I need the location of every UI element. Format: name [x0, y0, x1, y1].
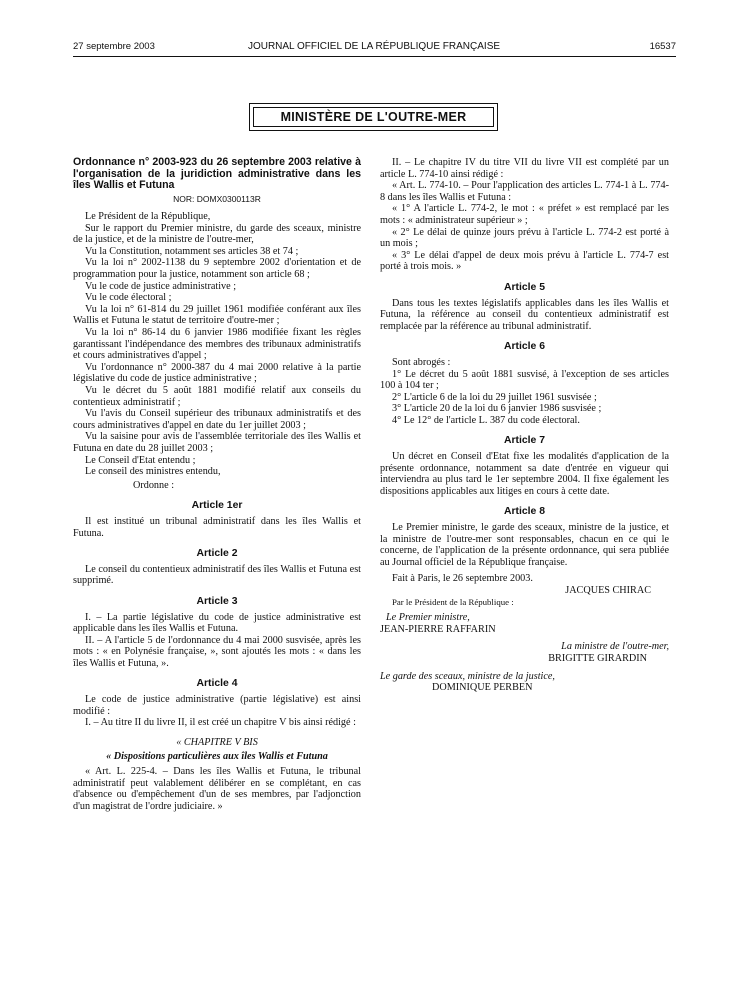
ministry-heading: MINISTÈRE DE L'OUTRE-MER	[253, 107, 494, 127]
list-item: 1° Le décret du 5 août 1881 susvisé, à l'exception de ses articles 100 à 104 ter ;	[380, 368, 669, 392]
journal-title: JOURNAL OFFICIEL DE LA RÉPUBLIQUE FRANÇAISE	[247, 41, 501, 52]
president-signature: JACQUES CHIRAC	[565, 585, 651, 596]
article-7-text: Un décret en Conseil d'Etat fixe les modalités d'application de la présente ordonnance, notamment sa date d'entrée en vigueur qui interviendra au plus tard le 1er septembre 2004. Il fixe également les dispositions applicables aux litiges en cours à cette date.	[380, 451, 669, 497]
article-l774-10: « Art. L. 774-10. – Pour l'application des articles L. 774-1 à L. 774-8 dans les îles Wallis et Futuna :	[380, 180, 669, 203]
outremer-title: La ministre de l'outre-mer,	[561, 641, 669, 653]
preamble-line: Vu le code électoral ;	[85, 292, 172, 304]
preamble-line: Vu la Constitution, notamment ses articles 38 et 74 ;	[85, 245, 299, 257]
article-1-heading: Article 1er	[191, 500, 243, 512]
preamble-line: Vu l'avis du Conseil supérieur des tribunaux administratifs et des cours administratives d'appel en date du 1er juillet 2003 ;	[73, 408, 361, 431]
article-2-text: Le conseil du contentieux administratif des îles Wallis et Futuna est supprimé.	[73, 563, 361, 587]
preamble-line: Vu l'ordonnance n° 2000-387 du 4 mai 2000 relative à la partie législative du code de justice administrative ;	[73, 361, 361, 385]
ordonne: Ordonne :	[133, 479, 175, 491]
header-rule	[73, 56, 676, 57]
preamble-line: Le conseil des ministres entendu,	[85, 466, 221, 478]
preamble-line: Vu la loi n° 61-814 du 29 juillet 1961 modifiée conférant aux îles Wallis et Futuna le statut de territoire d'outre-mer ;	[73, 303, 361, 327]
list-item: « 2° Le délai de quinze jours prévu à l'article L. 774-2 est porté à un mois ;	[380, 226, 669, 250]
preamble-line: Vu le code de justice administrative ;	[85, 280, 237, 292]
outremer-name: BRIGITTE GIRARDIN	[548, 652, 647, 664]
nor-reference: NOR: DOMX0300113R	[173, 193, 261, 204]
par-le-president: Par le Président de la République :	[392, 596, 514, 607]
article-6-intro: Sont abrogés :	[392, 356, 451, 368]
article-4-paragraph: I. – Au titre II du livre II, il est créé un chapitre V bis ainsi rédigé :	[85, 717, 356, 729]
preamble-line: Le Président de la République,	[85, 211, 211, 223]
right-column	[380, 157, 669, 694]
article-1-text: Il est institué un tribunal administratif dans les îles Wallis et Futuna.	[73, 515, 361, 539]
preamble-line: Vu la loi n° 2002-1138 du 9 septembre 2002 d'orientation et de programmation pour la justice, notamment son article 68 ;	[73, 257, 361, 281]
list-item: 2° L'article 6 de la loi du 29 juillet 1961 susvisée ;	[392, 391, 597, 403]
pm-title: Le Premier ministre,	[386, 612, 470, 624]
chapter-heading: « CHAPITRE V BIS	[176, 736, 258, 748]
article-5-heading: Article 5	[503, 281, 545, 293]
article-8-heading: Article 8	[503, 506, 545, 518]
preamble-line: Sur le rapport du Premier ministre, du garde des sceaux, ministre de la justice, et de la ministre de l'outre-mer,	[73, 222, 361, 246]
list-item: « 3° Le délai d'appel de deux mois prévu à l'article L. 774-7 est porté à trois mois. »	[380, 249, 669, 273]
fait-a-paris: Fait à Paris, le 26 septembre 2003.	[392, 573, 533, 585]
justice-title: Le garde des sceaux, ministre de la justice,	[380, 670, 555, 682]
article-3-heading: Article 3	[196, 595, 238, 607]
list-item: 4° Le 12° de l'article L. 387 du code électoral.	[392, 414, 580, 426]
article-4-paragraph: Le code de justice administrative (partie législative) est ainsi modifié :	[73, 694, 361, 717]
ministry-box	[249, 103, 498, 131]
article-3-paragraph: II. – A l'article 5 de l'ordonnance du 4 mai 2000 susvisée, après les mots : « en Polynésie française, », sont ajoutés les mots : « dans les îles Wallis et Futuna, ».	[73, 634, 361, 669]
article-2-heading: Article 2	[196, 548, 238, 560]
preamble-line: Le Conseil d'Etat entendu ;	[85, 454, 196, 466]
page-number: 16537	[649, 41, 676, 52]
preamble-line: Vu le décret du 5 août 1881 modifié relatif aux conseils du contentieux administratif ;	[73, 385, 361, 408]
article-4-heading: Article 4	[196, 678, 238, 690]
article-8-text: Le Premier ministre, le garde des sceaux, ministre de la justice, et la ministre de l'outre-mer sont responsables, chacun en ce qui le concerne, de l'application de la présente ordonnance, qui sera publiée au Journal officiel de la République française.	[380, 522, 669, 568]
left-column	[73, 156, 361, 812]
article-7-heading: Article 7	[503, 435, 545, 447]
list-item: « 1° A l'article L. 774-2, le mot : « préfet » est remplacé par les mots : « administrateur supérieur » ;	[380, 203, 669, 226]
article-3-paragraph: I. – La partie législative du code de justice administrative est applicable dans les îles Wallis et Futuna.	[73, 611, 361, 635]
article-5-text: Dans tous les textes législatifs applicables dans les îles Wallis et Futuna, la référence au conseil du contentieux administratif est remplacée par la référence au tribunal administratif.	[380, 297, 669, 332]
article-l225-4: « Art. L. 225-4. – Dans les îles Wallis et Futuna, le tribunal administratif peut valablement délibérer en se complétant, en cas d'absence ou d'empêchement d'un de ses membres, par l'adjonction d'un magistrat de l'ordre judiciaire. »	[73, 766, 361, 812]
list-item: 3° L'article 20 de la loi du 6 janvier 1986 susvisée ;	[392, 403, 602, 415]
preamble-line: Vu la saisine pour avis de l'assemblée territoriale des îles Wallis et Futuna en date du 28 juillet 2003 ;	[73, 431, 361, 454]
article-6-heading: Article 6	[503, 341, 545, 353]
justice-name: DOMINIQUE PERBEN	[432, 682, 533, 694]
article-4-paragraph: II. – Le chapitre IV du titre VII du livre VII est complété par un article L. 774-10 ainsi rédigé :	[380, 157, 669, 180]
pm-name: JEAN-PIERRE RAFFARIN	[380, 623, 496, 635]
preamble-line: Vu la loi n° 86-14 du 6 janvier 1986 modifiée fixant les règles garantissant l'indépendance des membres des tribunaux administratifs et cours administratives d'appel ;	[73, 327, 361, 362]
dispositions-heading: « Dispositions particulières aux îles Wallis et Futuna	[106, 751, 328, 763]
header-date: 27 septembre 2003	[73, 41, 155, 52]
ordonnance-title: Ordonnance n° 2003-923 du 26 septembre 2003 relative à l'organisation de la juridiction administrative dans les îles Wallis et Futuna	[73, 156, 361, 191]
